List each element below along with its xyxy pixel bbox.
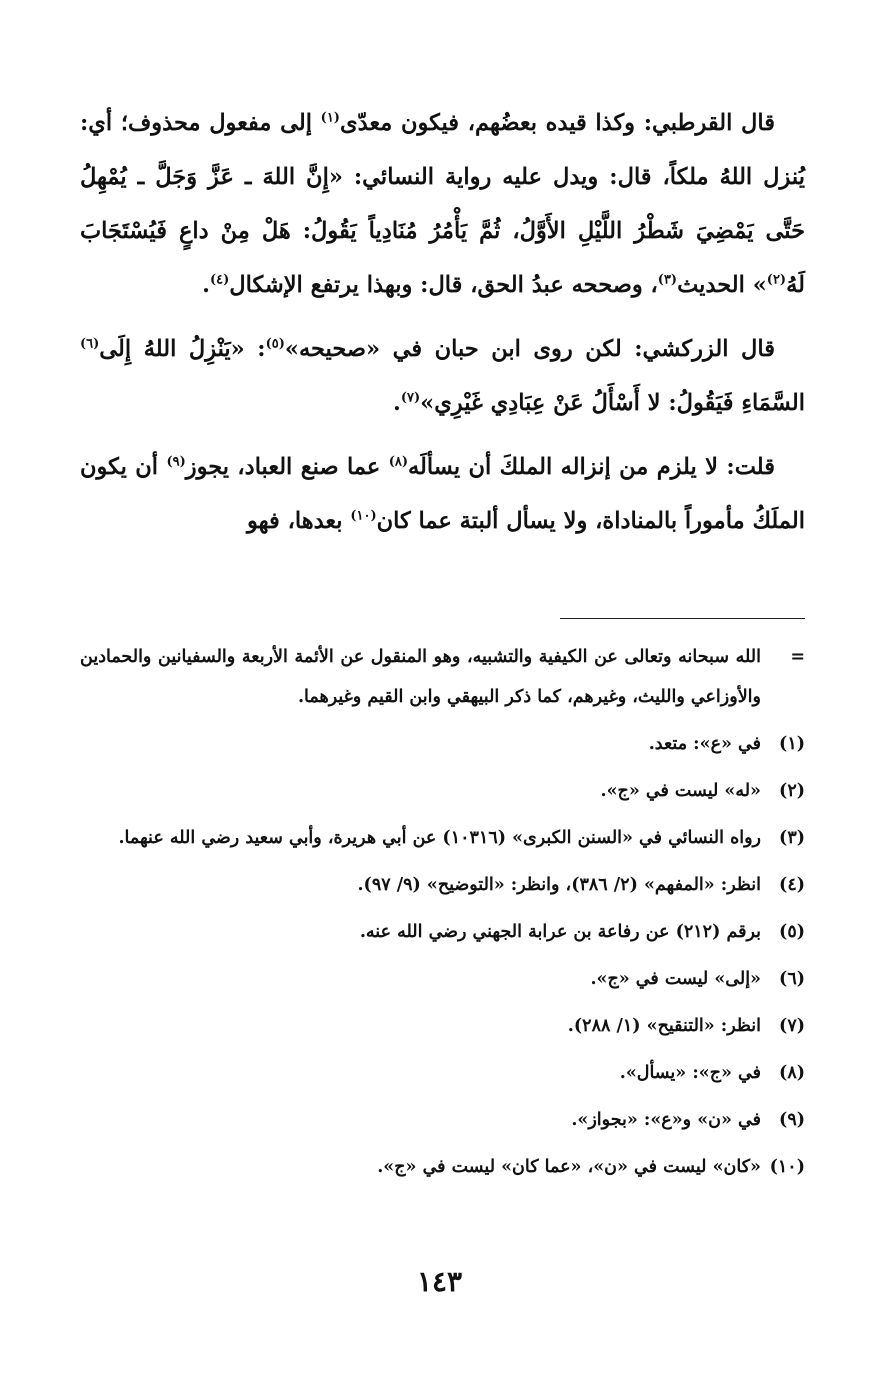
- paragraph-text: قال الزركشي: لكن روى ابن حبان في «صحيحه»: [284, 336, 775, 362]
- footnote-item: [80, 818, 805, 858]
- footnote-ref: (٦): [80, 336, 100, 352]
- page-number: ١٤٣: [416, 1265, 463, 1298]
- footnote-text: انظر: «التنقيح» (١/ ٢٨٨).: [567, 1016, 761, 1036]
- footnote-ref: (٢): [766, 272, 787, 288]
- footnote-marker: (٣): [779, 828, 805, 848]
- paragraph-qultu: [80, 440, 805, 548]
- footnote-marker: (٤): [779, 875, 805, 895]
- footnote-text: «له» ليست في «ج».: [600, 781, 761, 801]
- footnote-text: برقم (٢١٢) عن رفاعة بن عرابة الجهني رضي الله عنه.: [359, 922, 761, 942]
- footnote-text: رواه النسائي في «السنن الكبرى» (١٠٣١٦) عن أبي هريرة، وأبي سعيد رضي الله عنهما.: [118, 828, 761, 848]
- main-text: [80, 96, 805, 558]
- footnote-item: [80, 637, 805, 717]
- footnote-text: الله سبحانه وتعالى عن الكيفية والتشبيه، وهو المنقول عن الأئمة الأربعة والسفيانين والحمادين والأوزاعي والليث، وغيرهم، كما ذكر البيهقي وابن القيم وغيرهما.: [80, 647, 761, 707]
- footnote-marker: (٦): [779, 969, 805, 989]
- footnote-item: [80, 912, 805, 952]
- paragraph-zarkashi: [80, 322, 805, 430]
- paragraph-text: .: [392, 390, 401, 416]
- footnote-ref: (٧): [400, 390, 421, 406]
- footnote-marker: (١): [779, 734, 805, 754]
- footnote-marker: (٢): [779, 781, 805, 801]
- footnote-marker: (٧): [779, 1016, 805, 1036]
- paragraph-text: » الحديث: [677, 272, 767, 298]
- paragraph-text: : «يَنْزِلُ اللهُ إِلَى: [99, 336, 266, 362]
- footnote-ref: (١٠): [350, 508, 377, 524]
- footnote-item: [80, 724, 805, 764]
- footnote-marker: (٩): [779, 1110, 805, 1130]
- footnote-item: [80, 1100, 805, 1140]
- footnote-marker: (١٠): [769, 1157, 805, 1177]
- footnote-item: [80, 865, 805, 905]
- paragraph-text: بعدها، فهو: [247, 508, 351, 534]
- footnote-marker: (٥): [779, 922, 805, 942]
- footnote-text: في «ع»: متعد.: [648, 734, 761, 754]
- footnote-item: [80, 1053, 805, 1093]
- paragraph-text: .: [202, 272, 210, 298]
- footnote-item: [80, 771, 805, 811]
- footnote-separator: [560, 618, 805, 619]
- footnote-ref: (٥): [265, 336, 285, 352]
- footnote-ref: (٣): [657, 272, 678, 288]
- footnote-item: [80, 1006, 805, 1046]
- footnotes: [80, 637, 805, 1194]
- paragraph-text: قال القرطبي: وكذا قيده بعضُهم، فيكون معدّى: [339, 110, 775, 136]
- footnote-marker: =: [790, 647, 805, 667]
- footnote-item: [80, 959, 805, 999]
- paragraph-qurtubi: [80, 96, 805, 312]
- footnote-ref: (٩): [166, 454, 186, 470]
- paragraph-text: قلت: لا يلزم من إنزاله الملكَ أن يسألَه: [407, 454, 776, 480]
- footnote-marker: (٨): [779, 1063, 805, 1083]
- paragraph-text: عما صنع العباد، يجوز: [185, 454, 389, 480]
- footnote-text: «إلى» ليست في «ج».: [590, 969, 761, 989]
- footnote-ref: (٤): [209, 272, 230, 288]
- footnote-ref: (٨): [388, 454, 408, 470]
- footnote-ref: (١): [320, 110, 340, 126]
- paragraph-text: ، وصححه عبدُ الحق، قال: وبهذا يرتفع الإشكال: [229, 272, 658, 298]
- footnote-text: في «ن» و«ع»: «بجواز».: [571, 1110, 761, 1130]
- paragraph-text: إلى مفعول محذوف؛ أي: يُنزل اللهُ ملكاً، قال: ويدل عليه رواية النسائي: «إِنَّ اللهَ ـ عَزَّ وَجَلَّ ـ يُمْهِلُ حَتَّى يَمْضِيَ شَطْرُ اللَّيْلِ الأَوَّلُ، ثُمَّ يَأْمُرُ مُنَادِياً يَقُولُ: هَلْ مِنْ داعٍ فَيُسْتَجَابَ لَهُ: [80, 110, 805, 298]
- footnote-text: انظر: «المفهم» (٢/ ٣٨٦)، وانظر: «التوضيح» (٩/ ٩٧).: [357, 875, 761, 895]
- footnote-text: «كان» ليست في «ن»، «عما كان» ليست في «ج».: [377, 1157, 761, 1177]
- paragraph-text: أن يكون الملَكُ مأموراً بالمناداة، ولا يسأل ألبتة عما كان: [80, 454, 805, 534]
- paragraph-text: السَّمَاءِ فَيَقُولُ: لا أَسْأَلُ عَنْ عِبَادِي غَيْرِي»: [420, 390, 805, 416]
- footnote-item: [80, 1147, 805, 1187]
- footnote-text: في «ج»: «يسأل».: [619, 1063, 761, 1083]
